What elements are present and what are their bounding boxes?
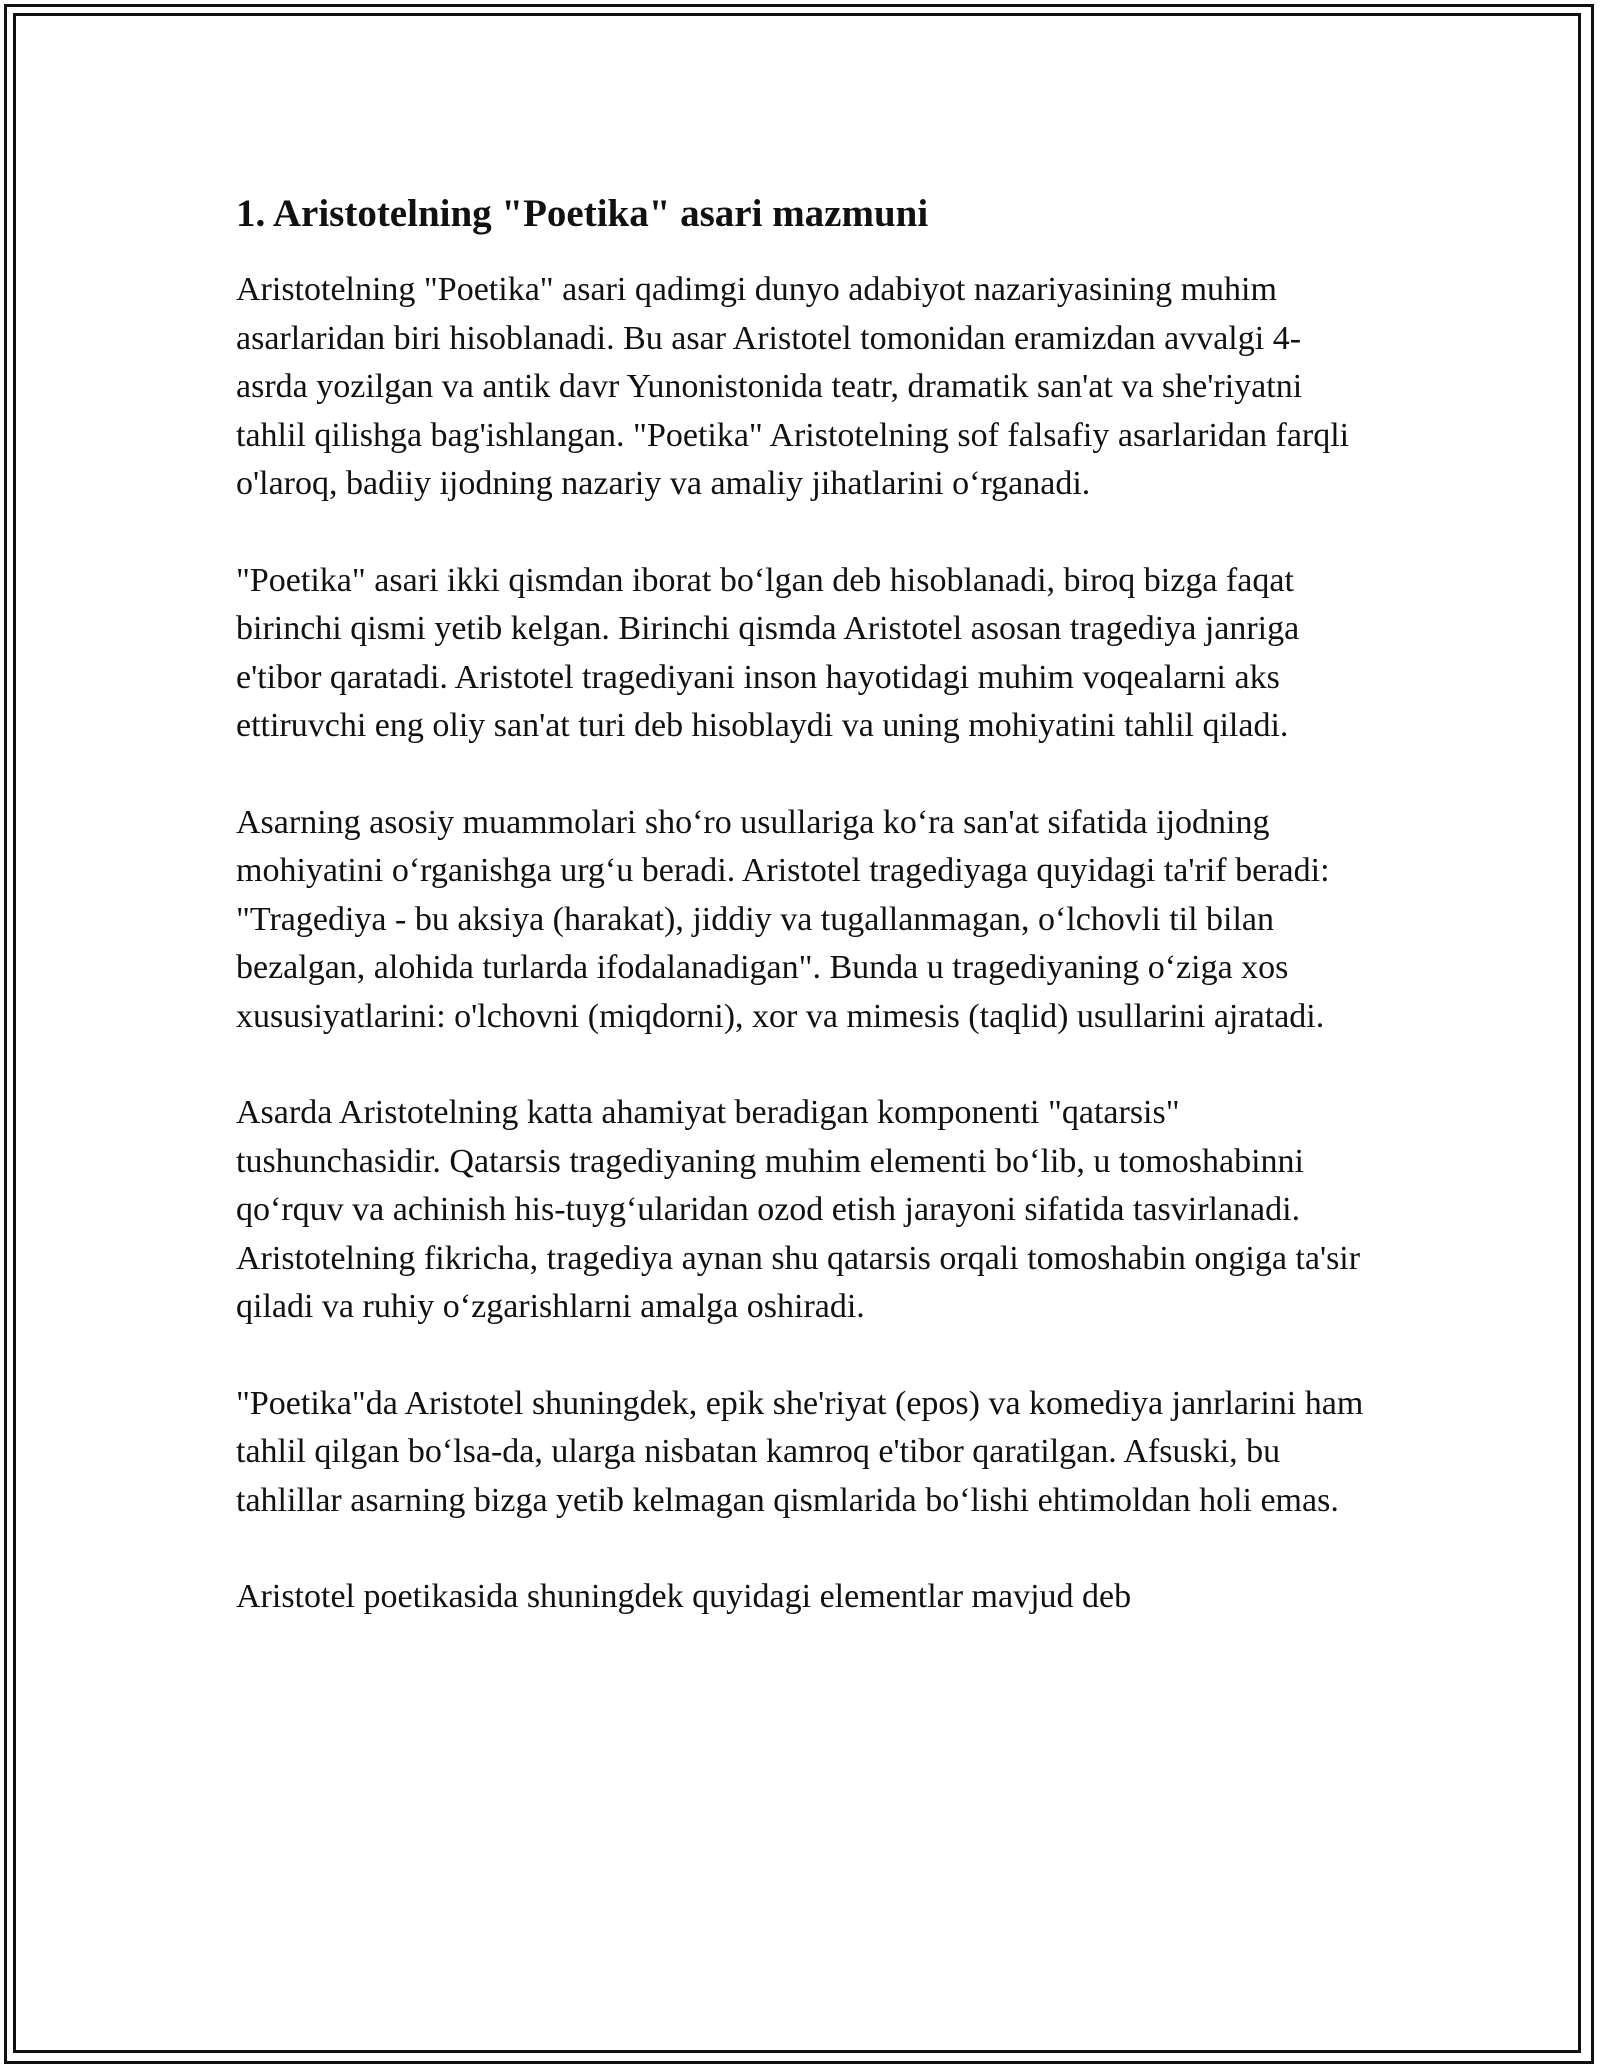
paragraph-5: "Poetika"da Aristotel shuningdek, epik she'riyat (epos) va komediya janrlarini ham tahlil qilgan bo‘lsa-da, ularga nisbatan kamroq e'tibor qaratilgan. Afsuski, bu tahlillar asarning bizga yetib kelmagan qismlarida bo‘lishi ehtimoldan holi emas. — [236, 1384, 1364, 1519]
paragraph-3: Asarning asosiy muammolari sho‘ro usullariga ko‘ra san'at sifatida ijodning mohiyatini o‘rganishga urg‘u beradi. Aristotel tragediyaga quyidagi ta'rif beradi: "Tragediya - bu aksiya (harakat), jiddiy va tugallanmagan, o‘lchovli til bilan bezalgan, alohida turlarda ifodalanadigan". Bunda u tragediyaning o‘ziga xos xususiyatlarini: o'lchovni (miqdorni), xor va mimesis (taqlid) usullarini ajratadi. — [236, 803, 1330, 1035]
document-body — [236, 188, 1366, 1622]
section-heading: 1. Aristotelning "Poetika" asari mazmuni — [236, 192, 929, 235]
paragraph-4: Asarda Aristotelning katta ahamiyat beradigan komponenti "qatarsis" tushunchasidir. Qatarsis tragediyaning muhim elementi bo‘lib, u tomoshabinni qo‘rquv va achinish his-tuyg‘ularidan ozod etish jarayoni sifatida tasvirlanadi. Aristotelning fikricha, tragediya aynan shu qatarsis orqali tomoshabin ongiga ta'sir qiladi va ruhiy o‘zgarishlarni amalga oshiradi. — [236, 1094, 1361, 1325]
paragraph-1: Aristotelning "Poetika" asari qadimgi dunyo adabiyot nazariyasining muhim asarlaridan biri hisoblanadi. Bu asar Aristotel tomonidan eramizdan avvalgi 4-asrda yozilgan va antik davr Yunonistonida teatr, dramatik san'at va she'riyatni tahlil qilishga bag'ishlangan. "Poetika" Aristotelning sof falsafiy asarlaridan farqli o'laroq, badiiy ijodning nazariy va amaliy jihatlarini o‘rganadi. — [236, 271, 1350, 502]
paragraph-2: "Poetika" asari ikki qismdan iborat bo‘lgan deb hisoblanadi, biroq bizga faqat birinchi qismi yetib kelgan. Birinchi qismda Aristotel asosan tragediya janriga e'tibor qaratadi. Aristotel tragediyani inson hayotidagi muhim voqealarni aks ettiruvchi eng oliy san'at turi deb hisoblaydi va uning mohiyatini tahlil qiladi. — [236, 561, 1300, 744]
paragraph-6: Aristotel poetikasida shuningdek quyidagi elementlar mavjud deb — [236, 1578, 1132, 1615]
